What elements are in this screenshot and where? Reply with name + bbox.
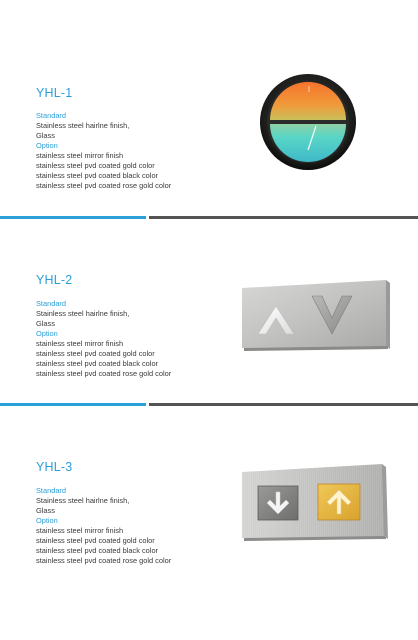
option-line: stainless steel pvd coated black color — [36, 546, 159, 555]
option-line: stainless steel pvd coated rose gold color — [36, 369, 172, 378]
option-line: stainless steel pvd coated gold color — [36, 536, 155, 545]
standard-line: Glass — [36, 131, 55, 140]
option-line: stainless steel mirror finish — [36, 526, 124, 535]
spec-list — [36, 486, 171, 566]
option-label: Option — [36, 141, 58, 150]
model-title: YHL-3 — [36, 460, 73, 474]
option-line: stainless steel pvd coated gold color — [36, 161, 155, 170]
option-line: stainless steel pvd coated rose gold color — [36, 556, 172, 565]
round-hall-lantern-image — [258, 72, 358, 172]
up-down-chevron-lantern-image — [236, 276, 394, 358]
standard-label: Standard — [36, 111, 66, 120]
product-section-yhl-1 — [0, 0, 418, 220]
option-line: stainless steel pvd coated black color — [36, 171, 159, 180]
section-divider — [0, 216, 418, 219]
standard-label: Standard — [36, 486, 66, 495]
product-section-yhl-3 — [0, 406, 418, 640]
model-title: YHL-1 — [36, 86, 73, 100]
standard-line: Stainless steel hairlne finish, — [36, 121, 130, 130]
standard-label: Standard — [36, 299, 66, 308]
option-line: stainless steel mirror finish — [36, 151, 124, 160]
standard-line: Glass — [36, 506, 55, 515]
spec-list — [36, 299, 171, 379]
option-line: stainless steel pvd coated gold color — [36, 349, 155, 358]
standard-line: Stainless steel hairlne finish, — [36, 309, 130, 318]
spec-list — [36, 111, 171, 191]
square-arrow-lantern-image — [238, 462, 390, 544]
option-label: Option — [36, 329, 58, 338]
option-label: Option — [36, 516, 58, 525]
option-line: stainless steel pvd coated rose gold color — [36, 181, 172, 190]
option-line: stainless steel pvd coated black color — [36, 359, 159, 368]
product-section-yhl-2 — [0, 220, 418, 406]
model-title: YHL-2 — [36, 273, 73, 287]
standard-line: Glass — [36, 319, 55, 328]
standard-line: Stainless steel hairlne finish, — [36, 496, 130, 505]
option-line: stainless steel mirror finish — [36, 339, 124, 348]
